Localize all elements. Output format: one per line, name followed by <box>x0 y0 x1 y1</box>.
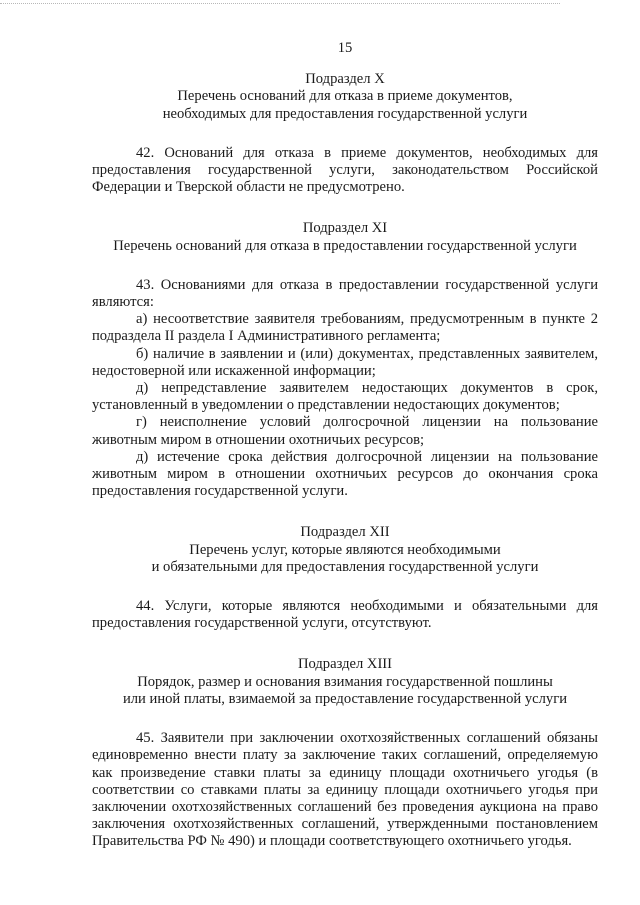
subsection-title-line: Порядок, размер и основания взимания государственной пошлины <box>137 673 553 690</box>
subsection-12 <box>92 524 598 632</box>
subsection-11 <box>92 220 598 500</box>
paragraph-45: 45. Заявители при заключении охотхозяйственных соглашений обязаны единовременно внести плату за заключение таких соглашений, определяемую как произведение ставки платы за единицу площади охотничьего угодья (в соответствии со ставками платы за единицу площади охотничьего угодья при заключении охотхозяйственных соглашений без проведения аукциона на право заключения охотхозяйственных соглашений, утвержденными постановлением Правительства РФ № 490) и площади соответствующего охотничьего угодья. <box>92 730 598 850</box>
subsection-title-line: и обязательными для предоставления государственной услуги <box>151 558 539 575</box>
paragraph-43: 43. Основаниями для отказа в предоставлении государственной услуги являются: <box>92 276 598 311</box>
list-item-g: г) неисполнение условий долгосрочной лицензии на пользование животным миром в отношении охотничьих ресурсов; <box>92 414 598 448</box>
subsection-heading: Подраздел XIII <box>297 656 393 673</box>
list-item-b: б) наличие в заявлении и (или) документах, представленных заявителем, недостоверной или искаженной информации; <box>92 345 598 379</box>
subsection-title-line: Перечень оснований для отказа в предоставлении государственной услуги <box>113 237 577 254</box>
document-page <box>92 40 598 875</box>
paragraph-44: 44. Услуги, которые являются необходимыми и обязательными для предоставления государственной услуги, отсутствуют. <box>92 598 598 632</box>
subsection-title-line: Перечень оснований для отказа в приеме документов, <box>177 88 513 105</box>
scan-artifact-line <box>0 3 560 6</box>
subsection-header <box>92 71 598 123</box>
paragraph-42: 42. Оснований для отказа в приеме документов, необходимых для предоставления государственной услуги, законодательством Российской Федерации и Тверской области не предусмотрено. <box>92 144 598 196</box>
list-item-d-second: д) истечение срока действия долгосрочной лицензии на пользование животным миром в отношении охотничьих ресурсов до окончания срока предоставления государственной услуги. <box>92 448 598 500</box>
subsection-header <box>92 220 598 254</box>
subsection-heading: Подраздел XII <box>300 524 390 541</box>
subsection-header <box>92 656 598 708</box>
subsection-heading: Подраздел XI <box>302 220 388 237</box>
subsection-title-line: необходимых для предоставления государственной услуги <box>162 105 528 122</box>
subsection-heading: Подраздел X <box>305 71 385 88</box>
subsection-10 <box>92 71 598 196</box>
list-item-a: а) несоответствие заявителя требованиям, предусмотренным в пункте 2 подраздела II раздела I Административного регламента; <box>92 311 598 345</box>
page-number: 15 <box>337 40 353 56</box>
subsection-13 <box>92 656 598 850</box>
list-item-d-first: д) непредставление заявителем недостающих документов в срок, установленный в уведомлении о представлении недостающих документов; <box>92 380 598 414</box>
subsection-header <box>92 524 598 576</box>
subsection-title-line: Перечень услуг, которые являются необходимыми <box>189 541 501 558</box>
subsection-title-line: или иной платы, взимаемой за предоставление государственной услуги <box>122 690 568 707</box>
